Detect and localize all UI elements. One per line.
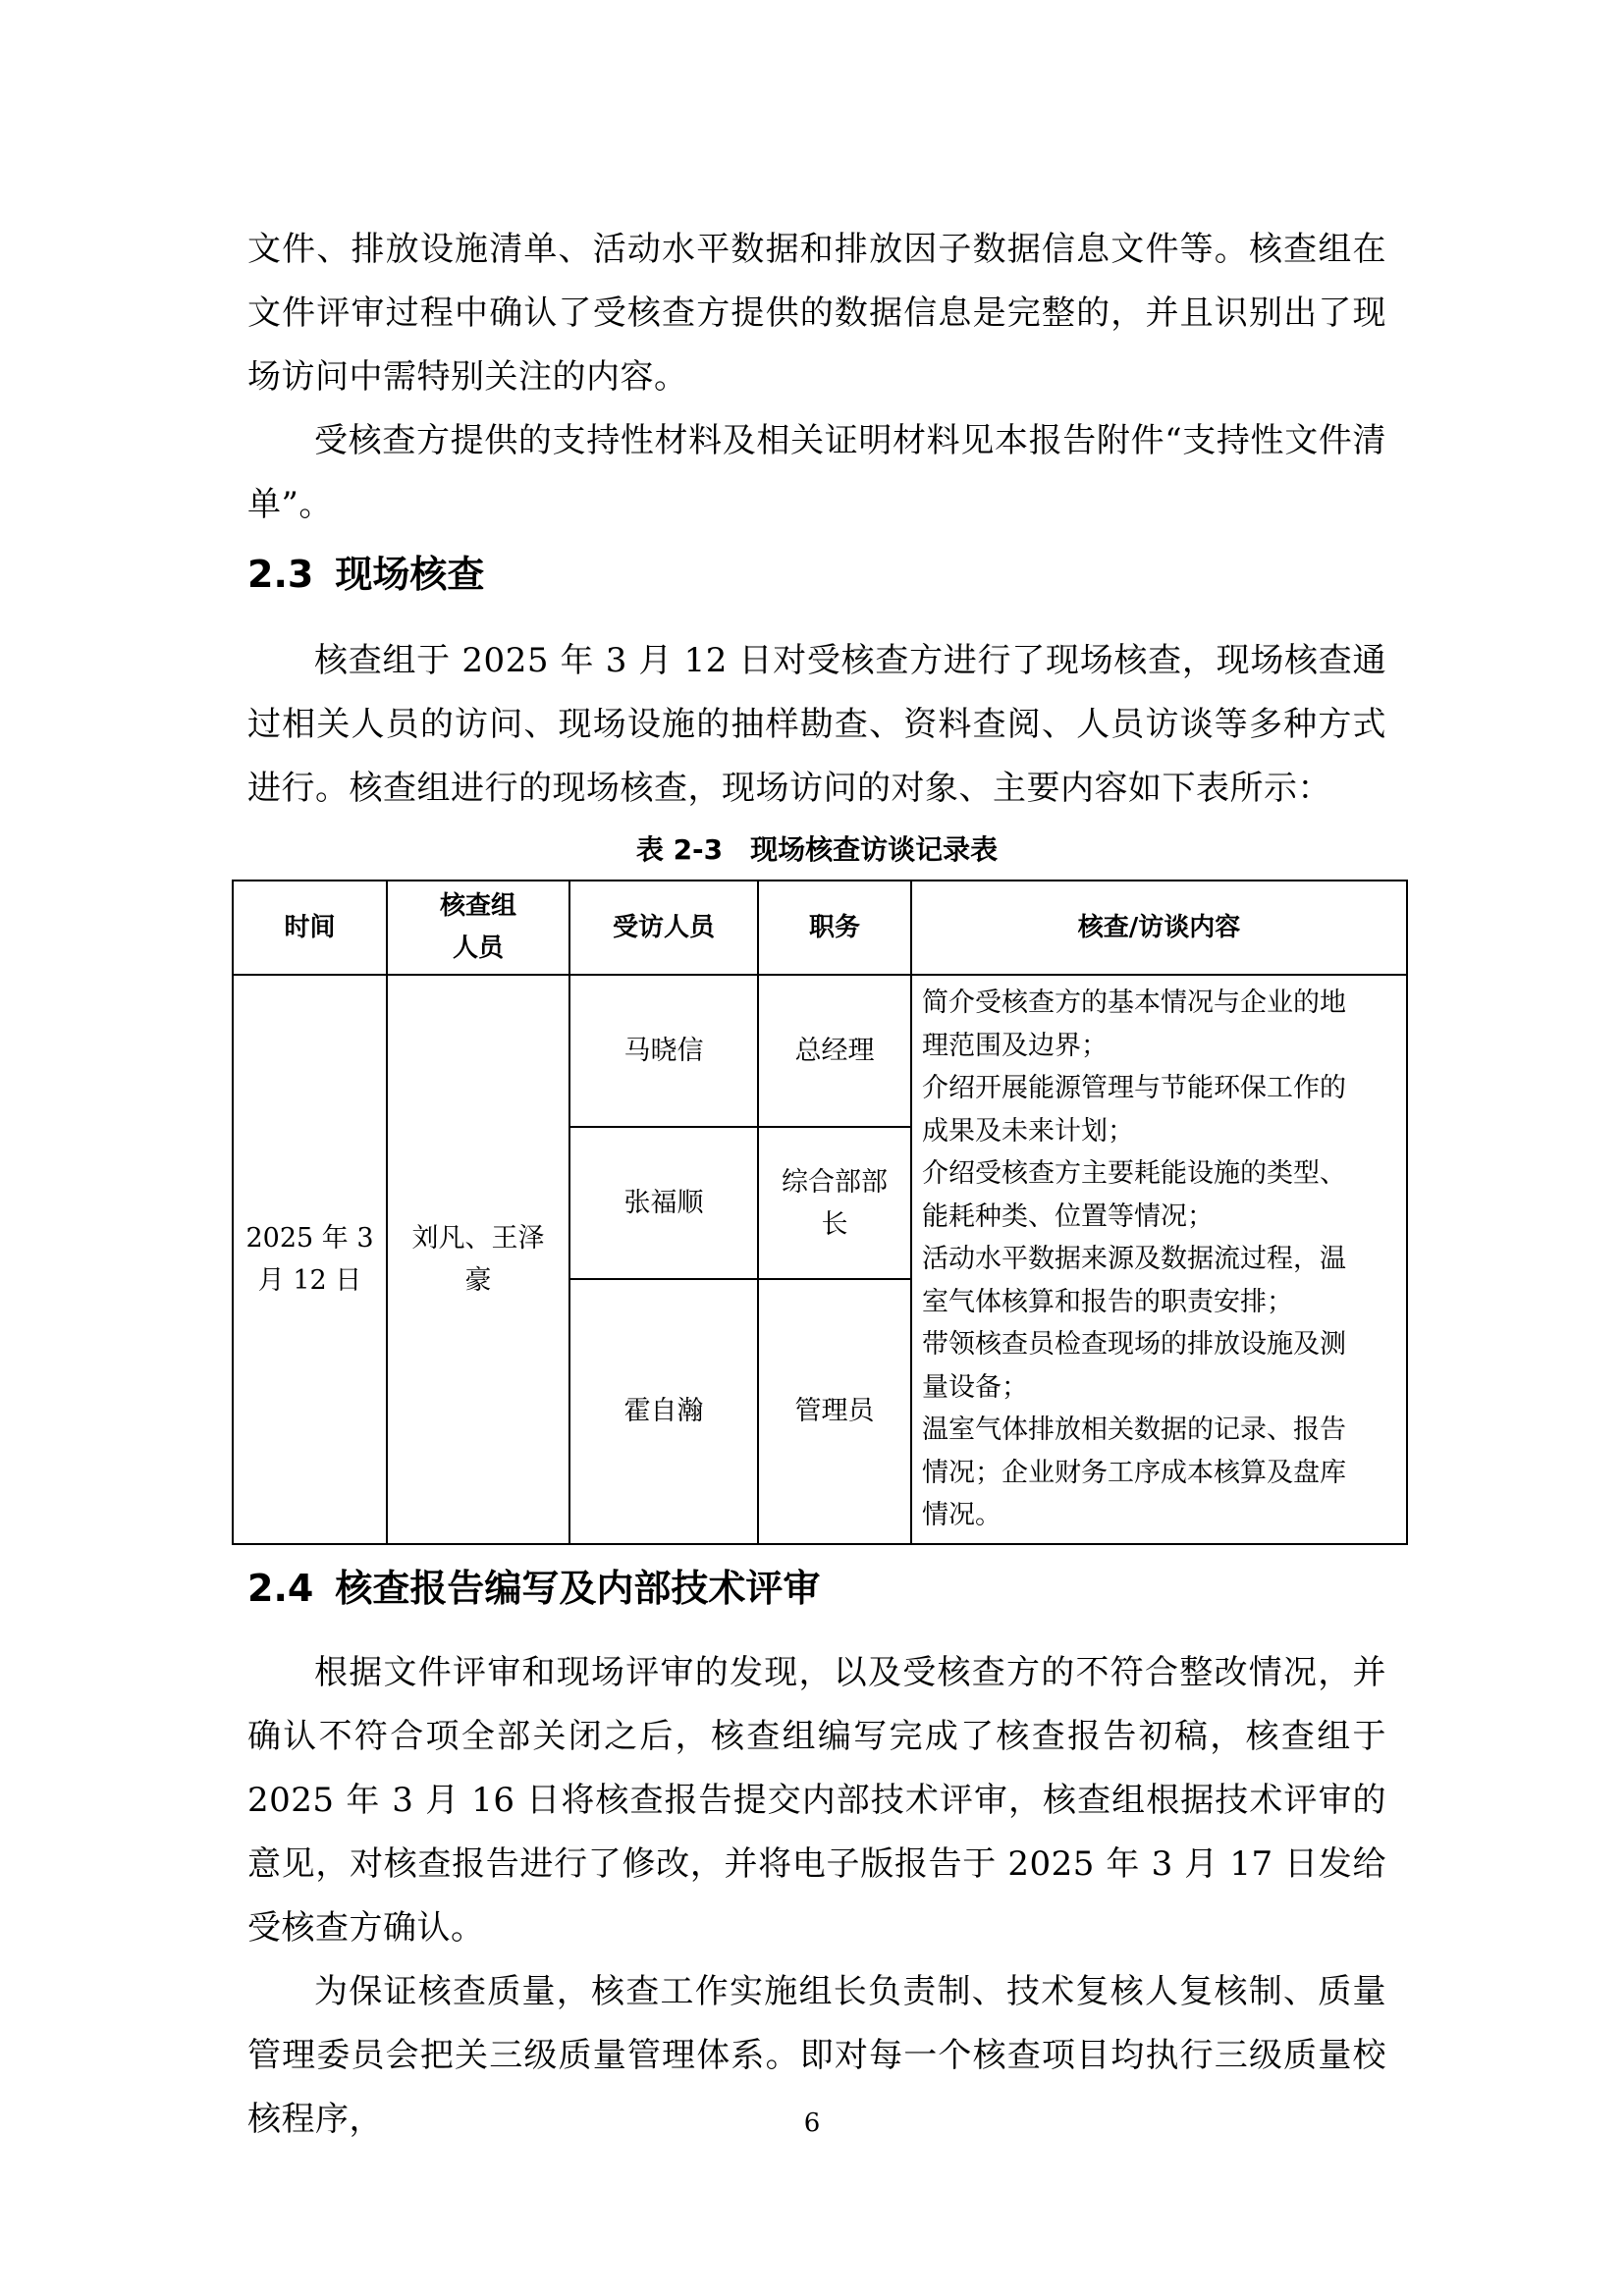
section-heading-2-3 <box>247 545 1386 604</box>
header-interviewee: 受访人员 <box>569 881 758 975</box>
paragraph-supporting-materials: 受核查方提供的支持性材料及相关证明材料见本报告附件“支持性文件清单”。 <box>247 421 1386 524</box>
content-line: 活动水平数据来源及数据流过程，温 <box>922 1244 1346 1274</box>
position-line2: 长 <box>821 1208 848 1240</box>
content-line: 温室气体排放相关数据的记录、报告 <box>922 1415 1346 1445</box>
content-line: 理范围及边界； <box>922 1030 1108 1061</box>
content-line: 量设备； <box>922 1371 1028 1403</box>
section-title: 现场核查 <box>335 553 485 596</box>
table-header-row <box>233 881 1407 975</box>
group-line2: 豪 <box>464 1264 492 1296</box>
content-line: 成果及未来计划； <box>922 1115 1134 1147</box>
date-line2: 月 12 日 <box>257 1264 362 1296</box>
content-line: 情况；企业财务工序成本核算及盘库 <box>922 1457 1346 1488</box>
section-title: 核查报告编写及内部技术评审 <box>335 1566 821 1610</box>
header-group-line2: 人员 <box>452 934 504 963</box>
content-line: 带领核查员检查现场的排放设施及测 <box>922 1329 1346 1360</box>
cell-group-members <box>387 975 569 1544</box>
cell-interviewee: 马晓信 <box>569 975 758 1127</box>
cell-interviewee: 霍自瀚 <box>569 1279 758 1543</box>
table-caption: 表 2-3 现场核查访谈记录表 <box>635 833 999 866</box>
header-content: 核查/访谈内容 <box>911 881 1407 975</box>
paragraph-onsite-verification: 核查组于 2025 年 3 月 12 日对受核查方进行了现场核查，现场核查通过相关人员的访问、现场设施的抽样勘查、资料查阅、人员访谈等多种方式进行。核查组进行的现场核查，现场访问的对象、主要内容如下表所示： <box>247 641 1386 808</box>
cell-position: 管理员 <box>758 1279 911 1543</box>
content-line: 能耗种类、位置等情况； <box>922 1201 1214 1232</box>
paragraph-report-writing: 根据文件评审和现场评审的发现，以及受核查方的不符合整改情况，并确认不符合项全部关闭之后，核查组编写完成了核查报告初稿，核查组于 2025 年 3 月 16 日将核查报告提交内部技术评审，核查组根据技术评审的意见，对核查报告进行了修改，并将电子版报告于 2025 年 3 月 17 日发给受核查方确认。 <box>247 1652 1386 1948</box>
content-line: 简介受核查方的基本情况与企业的地 <box>922 988 1346 1018</box>
group-line1: 刘凡、王泽 <box>411 1222 545 1254</box>
cell-interview-content <box>911 975 1407 1544</box>
content-line: 情况。 <box>922 1500 1001 1530</box>
position-line1: 综合部部 <box>782 1166 888 1198</box>
header-group-line1: 核查组 <box>439 891 516 921</box>
interview-record-table <box>232 880 1408 1545</box>
paragraph-file-review: 文件、排放设施清单、活动水平数据和排放因子数据信息文件等。核查组在文件评审过程中确认了受核查方提供的数据信息是完整的，并且识别出了现场访问中需特别关注的内容。 <box>247 230 1386 397</box>
cell-position: 总经理 <box>758 975 911 1127</box>
content-line: 介绍受核查方主要耗能设施的类型、 <box>922 1158 1346 1189</box>
header-group <box>387 881 569 975</box>
cell-interviewee: 张福顺 <box>569 1127 758 1279</box>
section-heading-2-4 <box>247 1559 1386 1618</box>
header-position: 职务 <box>758 881 911 975</box>
content-line: 室气体核算和报告的职责安排； <box>922 1286 1293 1317</box>
cell-position <box>758 1127 911 1279</box>
cell-date <box>233 975 387 1544</box>
content-line: 介绍开展能源管理与节能环保工作的 <box>922 1073 1346 1103</box>
header-time: 时间 <box>233 881 387 975</box>
page-content <box>247 218 1386 2152</box>
page-number: 6 <box>803 2109 821 2138</box>
table-row <box>233 975 1407 1127</box>
section-number: 2.4 <box>247 1566 314 1610</box>
date-line1: 2025 年 3 <box>245 1222 374 1254</box>
paragraph-quality-assurance: 为保证核查质量，核查工作实施组长负责制、技术复核人复核制、质量管理委员会把关三级质量管理体系。即对每一个核查项目均执行三级质量校核程序， <box>247 1971 1386 2139</box>
section-number: 2.3 <box>247 553 314 596</box>
